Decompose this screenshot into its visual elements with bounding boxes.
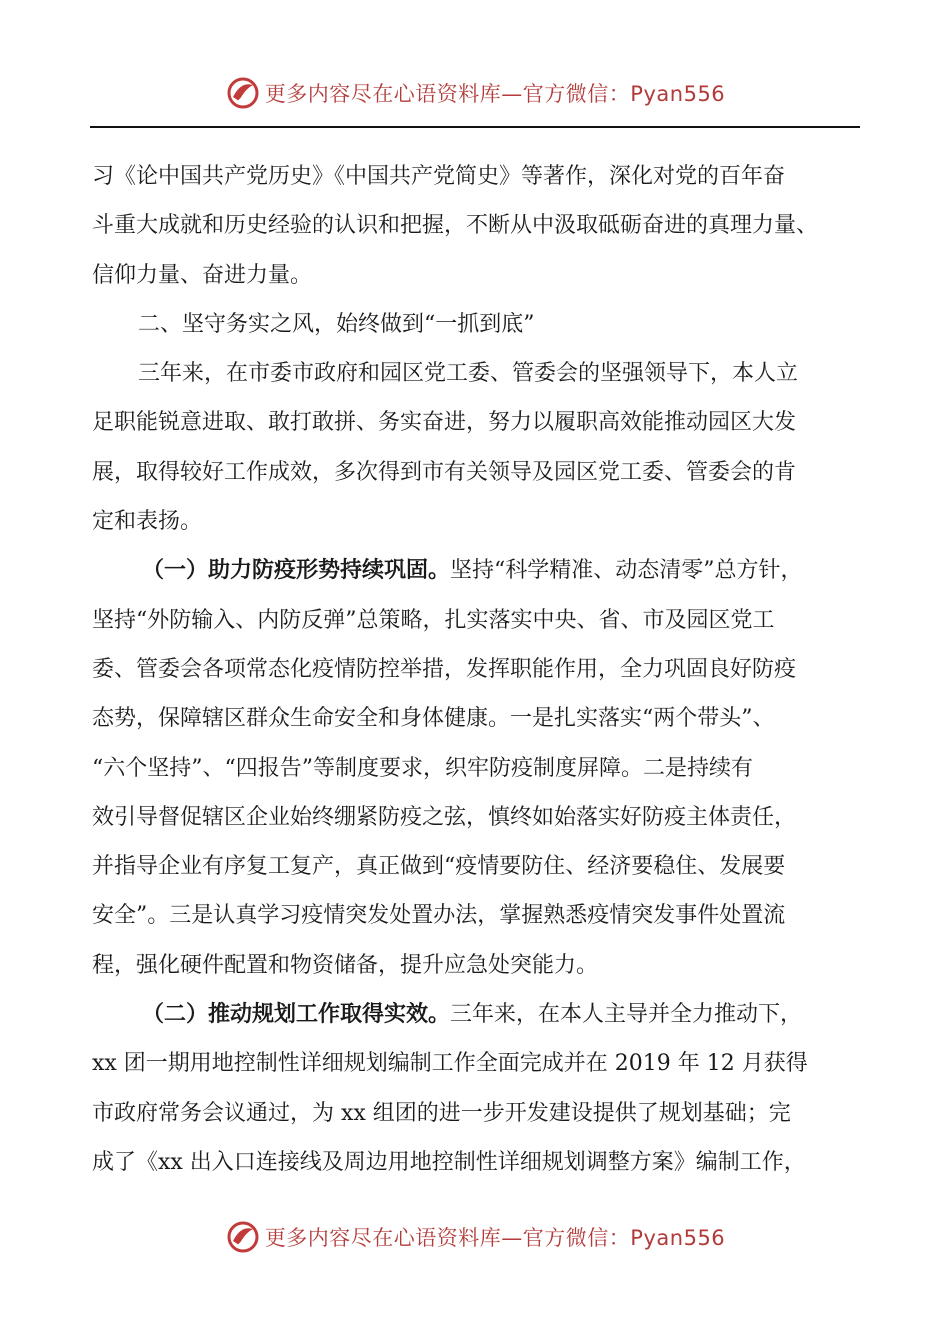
paragraph-text: 三年来，在本人主导并全力推动下， [450,1002,803,1028]
document-body [92,152,862,1187]
paragraph-line: 展，取得较好工作成效，多次得到市有关领导及园区党工委、管委会的肯 [92,459,797,485]
subsection-heading: （一）助力防疫形势持续巩固。 [142,557,451,584]
header-banner [0,73,950,113]
paragraph-line: 三年来，在市委市政府和园区党工委、管委会的坚强领导下，本人立 [138,361,799,387]
paragraph-line: 坚持“外防输入、内防反弹”总策略，扎实落实中央、省、市及园区党工 [92,607,775,633]
paragraph-line: 斗重大成就和历史经验的认识和把握，不断从中汲取砥砺奋进的真理力量、 [92,213,819,239]
paragraph-line: 定和表扬。 [92,509,203,535]
paragraph-line: 效引导督促辖区企业始终绷紧防疫之弦，慎终如始落实好防疫主体责任， [92,804,797,830]
paragraph-line: 程，强化硬件配置和物资储备，提升应急处突能力。 [92,952,599,978]
paragraph-line [92,990,862,1039]
paragraph-line: xx 团一期用地控制性详细规划编制工作全面完成并在 2019 年 12 月获得 [92,1051,808,1077]
footer-banner [0,1217,950,1257]
header-banner-text: 更多内容尽在心语资料库—官方微信：Pyan556 [264,82,726,106]
paragraph-line: 并指导企业有序复工复产，真正做到“疫情要防住、经济要稳住、发展要 [92,854,786,880]
paragraph-line: 足职能锐意进取、敢打敢拼、务实奋进，努力以履职高效能推动园区大发 [92,410,797,436]
paragraph-line: 安全”。三是认真学习疫情突发处置办法，掌握熟悉疫情突发事件处置流 [92,903,786,929]
paragraph-line: 成了《xx 出入口连接线及周边用地控制性详细规划调整方案》编制工作， [92,1149,806,1175]
section-heading: 二、坚守务实之风，始终做到“一抓到底” [138,311,535,337]
logo-icon [225,75,261,111]
footer-banner-text: 更多内容尽在心语资料库—官方微信：Pyan556 [264,1226,726,1250]
subsection-heading: （二）推动规划工作取得实效。 [142,1001,451,1028]
paragraph-line [92,546,862,595]
paragraph-line: “六个坚持”、“四报告”等制度要求，织牢防疫制度屏障。二是持续有 [92,755,753,781]
header-divider [90,126,860,128]
paragraph-line: 信仰力量、奋进力量。 [92,262,313,288]
paragraph-text: 坚持“科学精准、动态清零”总方针， [450,558,803,584]
paragraph-line: 委、管委会各项常态化疫情防控举措，发挥职能作用，全力巩固良好防疫 [92,656,797,682]
paragraph-line: 市政府常务会议通过，为 xx 组团的进一步开发建设提供了规划基础；完 [92,1100,791,1126]
paragraph-line: 态势，保障辖区群众生命安全和身体健康。一是扎实落实“两个带头”、 [92,706,775,732]
logo-icon [225,1219,261,1255]
paragraph-line: 习《论中国共产党历史》《中国共产党简史》等著作，深化对党的百年奋 [92,164,786,189]
